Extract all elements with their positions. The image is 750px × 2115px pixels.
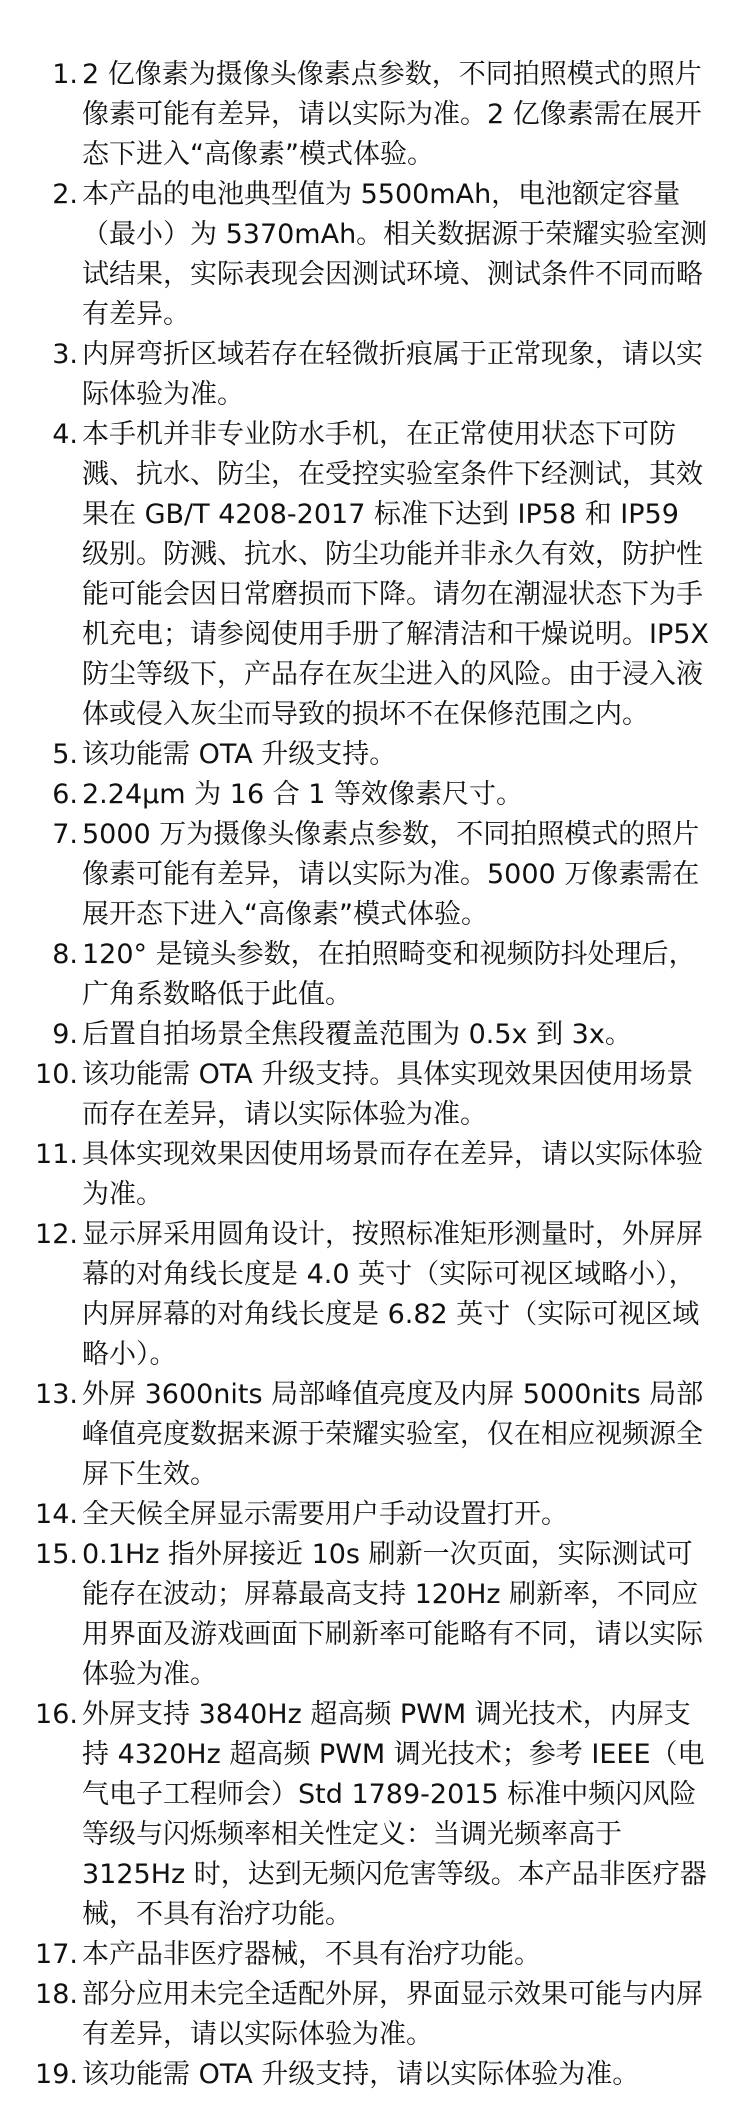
footnote-number: 15. <box>35 1539 78 1570</box>
footnote-number: 12. <box>35 1219 78 1250</box>
footnote-item <box>0 1055 712 1135</box>
footnote-text: 该功能需 OTA 升级支持。具体实现效果因使用场景而存在差异，请以实际体验为准。 <box>82 1059 694 1130</box>
footnote-number: 16. <box>35 1699 78 1730</box>
footnote-number: 14. <box>35 1499 78 1530</box>
footnote-number: 4. <box>52 419 78 450</box>
footnote-number: 7. <box>52 819 78 850</box>
footnote-item <box>0 1135 712 1215</box>
footnote-item <box>0 935 712 1015</box>
footnote-number: 11. <box>35 1139 78 1170</box>
footnote-text: 部分应用未完全适配外屏，界面显示效果可能与内屏有差异，请以实际体验为准。 <box>82 1979 703 2050</box>
footnote-number: 6. <box>52 779 78 810</box>
footnote-text: 该功能需 OTA 升级支持，请以实际体验为准。 <box>82 2059 640 2090</box>
footnote-item <box>0 1695 712 1935</box>
footnote-item <box>0 1215 712 1375</box>
footnote-number: 18. <box>35 1979 78 2010</box>
footnote-number: 2. <box>52 179 78 210</box>
footnote-text: 0.1Hz 指外屏接近 10s 刷新一次页面，实际测试可能存在波动；屏幕最高支持 120Hz 刷新率，不同应用界面及游戏画面下刷新率可能略有不同，请以实际体验为准。 <box>82 1539 703 1690</box>
footnote-text: 该功能需 OTA 升级支持。 <box>82 739 397 770</box>
footnote-number: 9. <box>52 1019 78 1050</box>
footnote-item <box>0 55 712 175</box>
footnote-item <box>0 415 712 735</box>
footnote-text: 120° 是镜头参数，在拍照畸变和视频防抖处理后，广角系数略低于此值。 <box>82 939 696 1010</box>
footnote-item <box>0 1495 712 1535</box>
footnote-text: 显示屏采用圆角设计，按照标准矩形测量时，外屏屏幕的对角线长度是 4.0 英寸（实际可视区域略小），内屏屏幕的对角线长度是 6.82 英寸（实际可视区域略小）。 <box>82 1219 703 1370</box>
footnote-text: 内屏弯折区域若存在轻微折痕属于正常现象，请以实际体验为准。 <box>82 339 703 410</box>
footnote-text: 全天候全屏显示需要用户手动设置打开。 <box>82 1499 568 1530</box>
footnote-item <box>0 175 712 335</box>
footnote-item <box>0 2055 712 2095</box>
footnote-text: 本产品的电池典型值为 5500mAh，电池额定容量（最小）为 5370mAh。相关数据源于荣耀实验室测试结果，实际表现会因测试环境、测试条件不同而略有差异。 <box>82 179 708 330</box>
footnote-number: 10. <box>35 1059 78 1090</box>
footnote-item <box>0 1015 712 1055</box>
footnote-number: 13. <box>35 1379 78 1410</box>
footnote-text: 具体实现效果因使用场景而存在差异，请以实际体验为准。 <box>82 1139 703 1210</box>
footnote-item <box>0 1375 712 1495</box>
footnote-number: 8. <box>52 939 78 970</box>
footnote-text: 2 亿像素为摄像头像素点参数，不同拍照模式的照片像素可能有差异，请以实际为准。2 亿像素需在展开态下进入“高像素”模式体验。 <box>82 59 702 170</box>
footnote-text: 外屏支持 3840Hz 超高频 PWM 调光技术，内屏支持 4320Hz 超高频 PWM 调光技术；参考 IEEE（电气电子工程师会）Std 1789-2015 标准中频闪风险等级与闪烁频率相关性定义：当调光频率高于 3125Hz 时，达到无频闪危害等级。本产品非医疗器械，不具有治疗功能。 <box>82 1699 707 1930</box>
footnote-text: 本产品非医疗器械，不具有治疗功能。 <box>82 1939 541 1970</box>
footnote-item <box>0 815 712 935</box>
footnote-number: 3. <box>52 339 78 370</box>
footnote-number: 17. <box>35 1939 78 1970</box>
footnote-item <box>0 735 712 775</box>
footnote-item <box>0 1975 712 2055</box>
footnote-number: 1. <box>52 59 78 90</box>
footnote-text: 外屏 3600nits 局部峰值亮度及内屏 5000nits 局部峰值亮度数据来源于荣耀实验室，仅在相应视频源全屏下生效。 <box>82 1379 704 1490</box>
footnote-text: 本手机并非专业防水手机，在正常使用状态下可防溅、抗水、防尘，在受控实验室条件下经测试，其效果在 GB/T 4208-2017 标准下达到 IP58 和 IP59 级别。防溅、抗水、防尘功能并非永久有效，防护性能可能会因日常磨损而下降。请勿在潮湿状态下为手机充电；请参阅使用手册了解清洁和干燥说明。IP5X 防尘等级下，产品存在灰尘进入的风险。由于浸入液体或侵入灰尘而导致的损坏不在保修范围之内。 <box>82 419 709 730</box>
footnote-number: 19. <box>35 2059 78 2090</box>
footnote-item <box>0 775 712 815</box>
footnote-item <box>0 1535 712 1695</box>
footnote-item <box>0 1935 712 1975</box>
footnote-text: 5000 万为摄像头像素点参数，不同拍照模式的照片像素可能有差异，请以实际为准。5000 万像素需在展开态下进入“高像素”模式体验。 <box>82 819 700 930</box>
footnote-number: 5. <box>52 739 78 770</box>
footnote-list <box>0 55 712 2095</box>
footnote-item <box>0 335 712 415</box>
footnote-text: 后置自拍场景全焦段覆盖范围为 0.5x 到 3x。 <box>82 1019 632 1050</box>
footnote-text: 2.24μm 为 16 合 1 等效像素尺寸。 <box>82 779 524 810</box>
